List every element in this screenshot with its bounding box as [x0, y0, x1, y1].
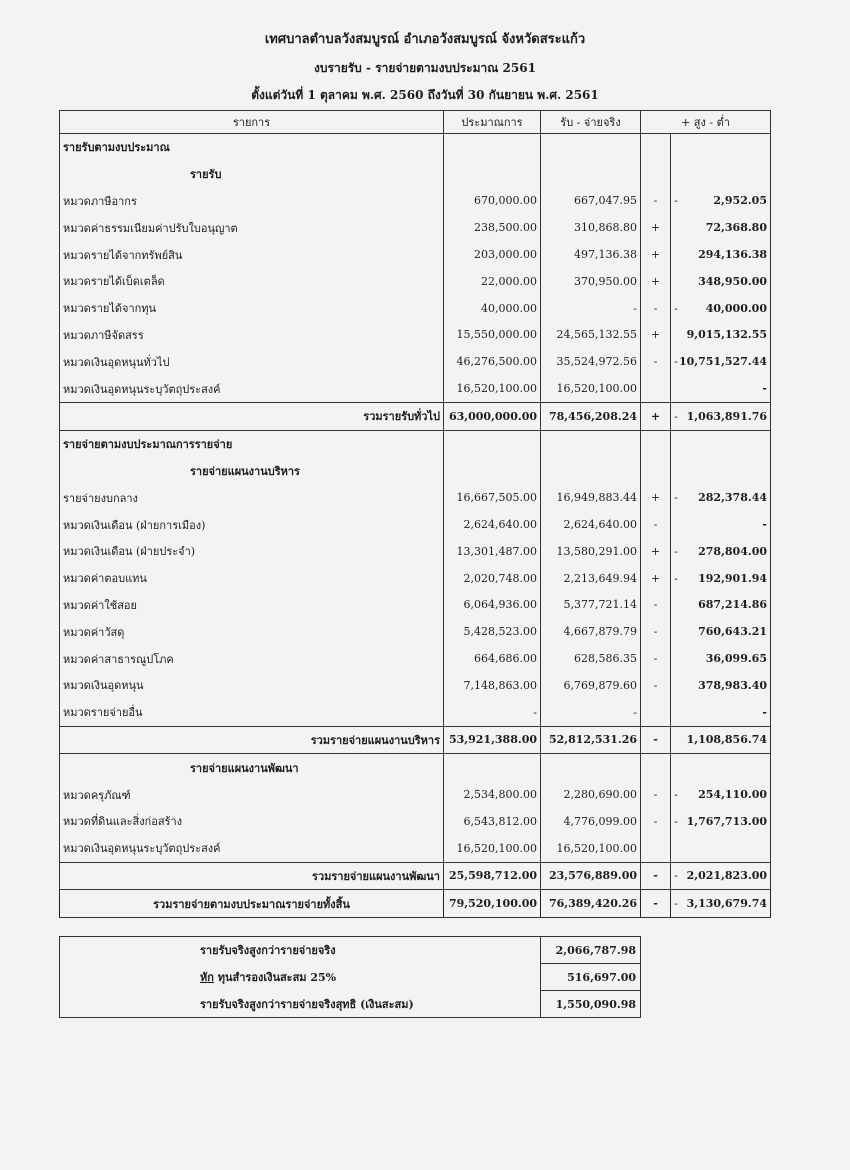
row-sign: - [641, 592, 671, 619]
row-sign: - [641, 188, 671, 215]
row-label: หมวดเงินเดือน (ฝ่ายการเมือง) [60, 511, 444, 538]
row-budget [444, 754, 541, 781]
summary-row [60, 991, 641, 1018]
row-budget: 22,000.00 [444, 268, 541, 295]
row-actual: 5,377,721.14 [541, 592, 641, 619]
row-diff: 72,368.80 [705, 221, 767, 235]
row-actual: 78,456,208.24 [541, 402, 641, 430]
table-row-sub [60, 458, 771, 485]
row-budget: 40,000.00 [444, 295, 541, 322]
row-actual: 76,389,420.26 [541, 890, 641, 918]
row-label: หมวดภาษีจัดสรร [60, 322, 444, 349]
row-diff-cell [671, 188, 771, 215]
row-label: หมวดรายได้เบ็ดเตล็ด [60, 268, 444, 295]
row-actual: 628,586.35 [541, 645, 641, 672]
row-actual: 4,667,879.79 [541, 618, 641, 645]
row-diff: 687,214.86 [698, 598, 767, 612]
row-sign: - [641, 726, 671, 754]
row-actual: 2,213,649.94 [541, 565, 641, 592]
net-value: 1,550,090.98 [541, 991, 641, 1018]
row-label: หมวดรายได้จากทรัพย์สิน [60, 241, 444, 268]
row-actual: 16,520,100.00 [541, 835, 641, 862]
row-actual [541, 754, 641, 781]
row-sign: - [641, 348, 671, 375]
row-actual: 667,047.95 [541, 188, 641, 215]
table-row-item [60, 375, 771, 402]
row-label: รวมรายรับทั่วไป [60, 402, 444, 430]
table-row-item [60, 484, 771, 511]
row-budget: 15,550,000.00 [444, 322, 541, 349]
table-row-item [60, 835, 771, 862]
row-diff-cell [671, 241, 771, 268]
deduct-label: ทุนสำรองเงินสะสม 25% [217, 971, 337, 984]
row-sign [641, 430, 671, 457]
row-budget: 670,000.00 [444, 188, 541, 215]
row-label: รายจ่ายงบกลาง [60, 484, 444, 511]
table-row-item [60, 618, 771, 645]
row-actual: - [541, 295, 641, 322]
summary-row [60, 964, 641, 991]
row-actual: 310,868.80 [541, 214, 641, 241]
row-diff-cell [671, 161, 771, 188]
row-diff: 2,021,823.00 [686, 869, 767, 883]
row-sign [641, 754, 671, 781]
row-diff-dash: - [674, 814, 678, 828]
col-header-actual: รับ - จ่ายจริง [541, 111, 641, 134]
row-diff-dash: - [674, 571, 678, 585]
row-diff: 36,099.65 [705, 652, 767, 666]
row-actual: 6,769,879.60 [541, 672, 641, 699]
row-budget [444, 161, 541, 188]
row-diff: 40,000.00 [705, 301, 767, 315]
row-diff: - [762, 705, 767, 719]
row-budget: - [444, 699, 541, 726]
table-row-item [60, 268, 771, 295]
row-label: หมวดเงินอุดหนุนทั่วไป [60, 348, 444, 375]
table-row-item [60, 295, 771, 322]
table-row-item [60, 808, 771, 835]
row-diff-cell [671, 402, 771, 430]
table-row-item [60, 214, 771, 241]
row-sign: - [641, 862, 671, 890]
row-label: รายจ่ายแผนงานพัฒนา [60, 754, 444, 781]
row-diff-cell [671, 458, 771, 485]
row-diff: 348,950.00 [698, 274, 767, 288]
row-diff-cell [671, 781, 771, 808]
row-label: รายรับ [60, 161, 444, 188]
row-actual: 16,949,883.44 [541, 484, 641, 511]
row-budget: 664,686.00 [444, 645, 541, 672]
row-sign: - [641, 781, 671, 808]
col-header-item: รายการ [60, 111, 444, 134]
row-label: รวมรายจ่ายแผนงานบริหาร [60, 726, 444, 754]
table-header-row [60, 111, 771, 134]
row-diff-cell [671, 618, 771, 645]
table-row-item [60, 699, 771, 726]
row-budget: 7,148,863.00 [444, 672, 541, 699]
row-sign: - [641, 645, 671, 672]
net-label: รายรับจริงสูงกว่ารายจ่ายจริงสุทธิ (เงินสะสม) [60, 991, 541, 1018]
row-diff-dash: - [674, 788, 678, 802]
table-row-grand [60, 890, 771, 918]
col-header-diff: + สูง - ต่ำ [641, 111, 771, 134]
row-budget: 2,534,800.00 [444, 781, 541, 808]
deduct-prefix: หัก [200, 971, 214, 984]
row-diff: 3,130,679.74 [686, 897, 767, 911]
col-header-budget: ประมาณการ [444, 111, 541, 134]
table-row-item [60, 565, 771, 592]
row-actual: 2,280,690.00 [541, 781, 641, 808]
row-budget: 16,667,505.00 [444, 484, 541, 511]
row-sign: + [641, 322, 671, 349]
row-diff-cell [671, 754, 771, 781]
row-diff-cell [671, 295, 771, 322]
row-budget: 5,428,523.00 [444, 618, 541, 645]
row-label: รายจ่ายตามงบประมาณการรายจ่าย [60, 430, 444, 457]
row-budget: 63,000,000.00 [444, 402, 541, 430]
row-sign: + [641, 268, 671, 295]
row-sign: + [641, 402, 671, 430]
table-row-total [60, 862, 771, 890]
row-diff-cell [671, 672, 771, 699]
row-diff: - [762, 382, 767, 396]
row-diff-dash: - [674, 544, 678, 558]
row-budget: 6,064,936.00 [444, 592, 541, 619]
table-row-item [60, 538, 771, 565]
row-label: หมวดค่าวัสดุ [60, 618, 444, 645]
row-actual [541, 161, 641, 188]
row-budget: 16,520,100.00 [444, 375, 541, 402]
row-budget [444, 458, 541, 485]
row-diff-dash: - [674, 409, 678, 423]
row-budget: 203,000.00 [444, 241, 541, 268]
row-label: หมวดค่าธรรมเนียมค่าปรับใบอนุญาต [60, 214, 444, 241]
row-sign: + [641, 214, 671, 241]
row-sign [641, 134, 671, 161]
row-budget: 13,301,487.00 [444, 538, 541, 565]
row-actual: 497,136.38 [541, 241, 641, 268]
table-row-item [60, 672, 771, 699]
row-diff-cell [671, 592, 771, 619]
row-label: หมวดที่ดินและสิ่งก่อสร้าง [60, 808, 444, 835]
row-diff: 1,063,891.76 [686, 409, 767, 423]
table-row-item [60, 645, 771, 672]
row-actual: 16,520,100.00 [541, 375, 641, 402]
summary-table [59, 936, 641, 1018]
row-sign [641, 699, 671, 726]
row-diff-cell [671, 726, 771, 754]
table-row-item [60, 592, 771, 619]
row-diff-cell [671, 890, 771, 918]
row-label: รายรับตามงบประมาณ [60, 134, 444, 161]
surplus-label: รายรับจริงสูงกว่ารายจ่ายจริง [60, 937, 541, 964]
row-diff-dash: - [674, 897, 678, 911]
row-diff-cell [671, 134, 771, 161]
row-diff-dash: - [674, 355, 678, 369]
row-diff-cell [671, 862, 771, 890]
row-diff-cell [671, 430, 771, 457]
row-sign [641, 458, 671, 485]
row-sign: + [641, 241, 671, 268]
summary-row [60, 937, 641, 964]
row-label: หมวดรายจ่ายอื่น [60, 699, 444, 726]
row-actual: 13,580,291.00 [541, 538, 641, 565]
row-label: หมวดเงินอุดหนุน [60, 672, 444, 699]
row-label: รวมรายจ่ายแผนงานพัฒนา [60, 862, 444, 890]
row-budget: 16,520,100.00 [444, 835, 541, 862]
row-budget: 53,921,388.00 [444, 726, 541, 754]
row-diff-cell [671, 375, 771, 402]
row-actual: - [541, 699, 641, 726]
row-diff: 9,015,132.55 [686, 328, 767, 342]
row-diff-cell [671, 348, 771, 375]
row-sign: - [641, 295, 671, 322]
row-diff: 10,751,527.44 [678, 355, 767, 369]
row-label: หมวดภาษีอากร [60, 188, 444, 215]
row-sign: + [641, 484, 671, 511]
row-actual: 35,524,972.56 [541, 348, 641, 375]
row-label: หมวดค่าใช้สอย [60, 592, 444, 619]
row-diff-cell [671, 645, 771, 672]
row-diff-cell [671, 511, 771, 538]
row-label: หมวดเงินอุดหนุนระบุวัตถุประสงค์ [60, 835, 444, 862]
row-diff-dash: - [674, 301, 678, 315]
row-sign: - [641, 808, 671, 835]
row-diff-cell [671, 699, 771, 726]
row-sign: - [641, 618, 671, 645]
row-sign: + [641, 565, 671, 592]
row-diff: 294,136.38 [698, 248, 767, 262]
table-row-item [60, 188, 771, 215]
row-actual: 2,624,640.00 [541, 511, 641, 538]
table-row-sect [60, 134, 771, 161]
deduct-value: 516,697.00 [541, 964, 641, 991]
row-diff: 2,952.05 [713, 194, 767, 208]
row-diff-cell [671, 484, 771, 511]
row-budget: 2,020,748.00 [444, 565, 541, 592]
row-diff: 282,378.44 [698, 491, 767, 505]
surplus-value: 2,066,787.98 [541, 937, 641, 964]
deduct-cell [60, 964, 541, 991]
row-actual [541, 430, 641, 457]
row-diff-cell [671, 835, 771, 862]
row-diff: - [762, 518, 767, 532]
row-label: รายจ่ายแผนงานบริหาร [60, 458, 444, 485]
org-title: เทศบาลตำบลวังสมบูรณ์ อำเภอวังสมบูรณ์ จังหวัดสระแก้ว [264, 32, 586, 47]
table-row-item [60, 241, 771, 268]
table-row-total [60, 726, 771, 754]
row-actual: 370,950.00 [541, 268, 641, 295]
row-actual [541, 458, 641, 485]
row-actual: 24,565,132.55 [541, 322, 641, 349]
row-sign [641, 375, 671, 402]
table-row-sub [60, 754, 771, 781]
row-diff: 1,108,856.74 [686, 733, 767, 747]
row-sign [641, 161, 671, 188]
row-diff-cell [671, 565, 771, 592]
row-diff-dash: - [674, 491, 678, 505]
row-budget: 25,598,712.00 [444, 862, 541, 890]
report-title: งบรายรับ - รายจ่ายตามงบประมาณ 2561 [314, 61, 536, 75]
row-diff: 1,767,713.00 [686, 814, 767, 828]
report-period: ตั้งแต่วันที่ 1 ตุลาคม พ.ศ. 2560 ถึงวันที่ 30 กันยายน พ.ศ. 2561 [251, 88, 599, 102]
row-label: หมวดค่าสาธารณูปโภค [60, 645, 444, 672]
budget-table [59, 110, 771, 918]
table-row-total [60, 402, 771, 430]
row-label: หมวดครุภัณฑ์ [60, 781, 444, 808]
row-budget [444, 134, 541, 161]
table-row-item [60, 348, 771, 375]
row-budget: 79,520,100.00 [444, 890, 541, 918]
table-row-sect [60, 430, 771, 457]
row-diff: 192,901.94 [698, 571, 767, 585]
row-diff-cell [671, 322, 771, 349]
row-actual: 4,776,099.00 [541, 808, 641, 835]
row-actual: 23,576,889.00 [541, 862, 641, 890]
row-budget: 6,543,812.00 [444, 808, 541, 835]
row-budget: 46,276,500.00 [444, 348, 541, 375]
row-label: หมวดเงินอุดหนุนระบุวัตถุประสงค์ [60, 375, 444, 402]
row-diff-cell [671, 538, 771, 565]
row-budget: 238,500.00 [444, 214, 541, 241]
row-diff-cell [671, 808, 771, 835]
table-row-item [60, 511, 771, 538]
row-diff: 254,110.00 [698, 788, 767, 802]
row-diff-cell [671, 214, 771, 241]
row-diff: 278,804.00 [698, 544, 767, 558]
row-label: หมวดเงินเดือน (ฝ่ายประจำ) [60, 538, 444, 565]
row-actual: 52,812,531.26 [541, 726, 641, 754]
table-row-item [60, 781, 771, 808]
row-label: รวมรายจ่ายตามงบประมาณรายจ่ายทั้งสิ้น [60, 890, 444, 918]
row-label: หมวดรายได้จากทุน [60, 295, 444, 322]
row-sign [641, 835, 671, 862]
row-diff: 378,983.40 [698, 678, 767, 692]
row-budget: 2,624,640.00 [444, 511, 541, 538]
row-diff: 760,643.21 [698, 625, 767, 639]
row-sign: - [641, 890, 671, 918]
row-sign: + [641, 538, 671, 565]
row-diff-dash: - [674, 194, 678, 208]
table-row-item [60, 322, 771, 349]
row-diff-cell [671, 268, 771, 295]
row-label: หมวดค่าตอบแทน [60, 565, 444, 592]
table-row-sub [60, 161, 771, 188]
row-diff-dash: - [674, 869, 678, 883]
row-sign: - [641, 511, 671, 538]
row-budget [444, 430, 541, 457]
row-actual [541, 134, 641, 161]
row-sign: - [641, 672, 671, 699]
